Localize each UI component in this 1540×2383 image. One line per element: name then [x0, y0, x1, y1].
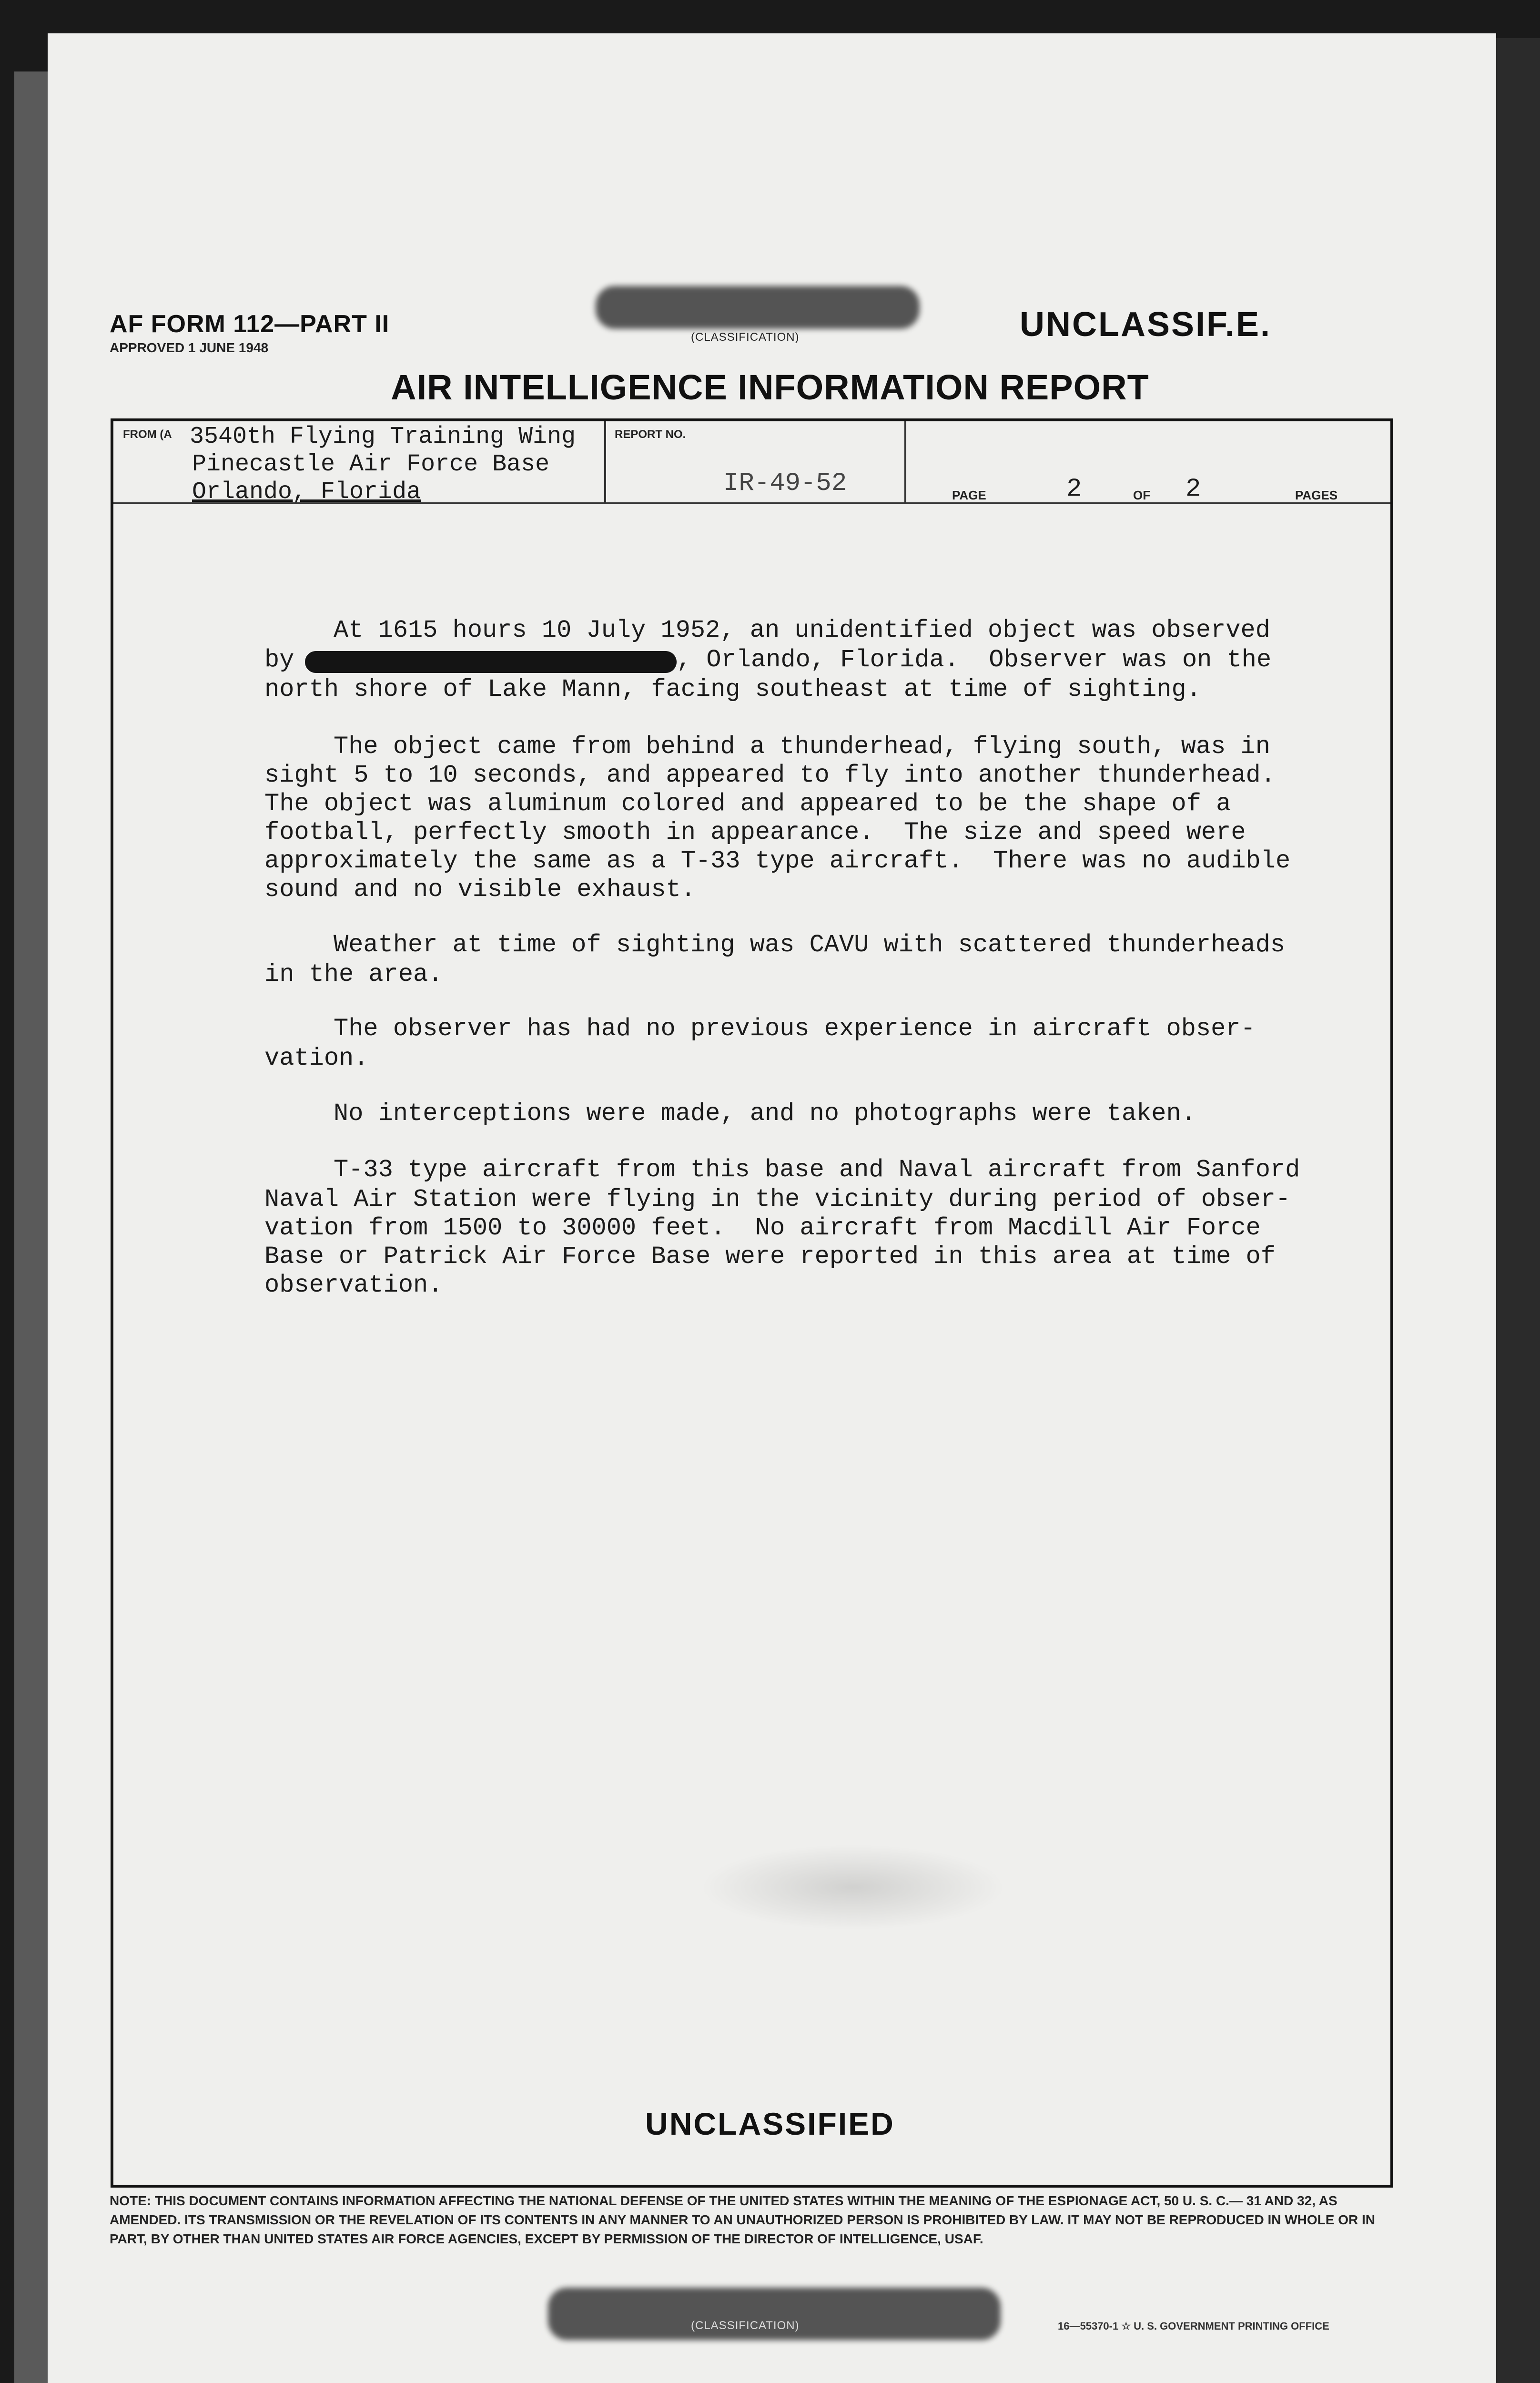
- paragraph-1-line-1: At 1615 hours 10 July 1952, an unidentified object was observed: [334, 616, 1270, 644]
- faded-stamp-mark: [700, 1844, 1005, 1930]
- report-number: IR-49-52: [723, 469, 847, 498]
- paragraph-6-line-4: Base or Patrick Air Force Base were reported in this area at time of: [264, 1242, 1276, 1271]
- paragraph-5-line-1: No interceptions were made, and no photographs were taken.: [334, 1100, 1196, 1128]
- scan-left-edge: [14, 71, 48, 2383]
- paragraph-4-line-2: vation.: [264, 1044, 369, 1072]
- paragraph-6-line-3: vation from 1500 to 30000 feet. No aircraft from Macdill Air Force: [264, 1214, 1261, 1242]
- page-number: 2: [1066, 475, 1082, 504]
- classification-smudge-top: [596, 286, 920, 329]
- paragraph-1-line-3: north shore of Lake Mann, facing southeast at time of sighting.: [264, 675, 1201, 703]
- paragraph-2-line-2: sight 5 to 10 seconds, and appeared to fly into another thunderhead.: [264, 761, 1276, 789]
- espionage-act-note: NOTE: THIS DOCUMENT CONTAINS INFORMATION AFFECTING THE NATIONAL DEFENSE OF THE UNITED STATES WITHIN THE MEANING OF THE ESPIONAGE ACT, 50 U. S. C.— 31 AND 32, AS AMENDED. ITS TRANSMISSION OR THE REVELATION OF ITS CONTENTS IN ANY MANNER TO AN UNAUTHORIZED PERSON IS PROHIBITED BY LAW. IT MAY NOT BE REPRODUCED IN WHOLE OR IN PART, BY OTHER THAN UNITED STATES AIR FORCE AGENCIES, EXCEPT BY PERMISSION OF THE DIRECTOR OF INTELLIGENCE, USAF.: [110, 2193, 1376, 2246]
- report-header: [113, 421, 1390, 504]
- report-no-label: REPORT NO.: [615, 428, 686, 441]
- printing-office-code: 16—55370-1 ☆ U. S. GOVERNMENT PRINTING OFFICE: [1058, 2320, 1329, 2332]
- form-id: AF FORM 112—PART II: [110, 310, 390, 338]
- paragraph-3-line-1: Weather at time of sighting was CAVU with scattered thunderheads: [334, 931, 1286, 959]
- report-title: AIR INTELLIGENCE INFORMATION REPORT: [391, 367, 1149, 407]
- approval-date: APPROVED 1 JUNE 1948: [110, 340, 269, 355]
- paragraph-6-line-1: T-33 type aircraft from this base and Naval aircraft from Sanford: [334, 1156, 1300, 1184]
- paragraph-2-line-3: The object was aluminum colored and appeared to be the shape of a: [264, 790, 1231, 818]
- page-label: PAGE: [952, 488, 986, 502]
- page-total: 2: [1185, 475, 1201, 504]
- paragraph-1-by: by: [264, 646, 294, 674]
- classification-label-bottom: (CLASSIFICATION): [691, 2319, 800, 2332]
- paragraph-6-line-2: Naval Air Station were flying in the vicinity during period of obser-: [264, 1185, 1291, 1213]
- paragraph-1-line-2: , Orlando, Florida. Observer was on the: [677, 646, 1272, 674]
- header-divider-2: [904, 421, 906, 502]
- paragraph-2-line-5: approximately the same as a T-33 type aircraft. There was no audible: [264, 847, 1291, 875]
- header-divider-1: [604, 421, 606, 502]
- pages-label: PAGES: [1295, 488, 1338, 502]
- classification-label-top: (CLASSIFICATION): [691, 331, 800, 344]
- paragraph-2-line-4: football, perfectly smooth in appearance. The size and speed were: [264, 818, 1246, 846]
- paragraph-4-line-1: The observer has had no previous experience in aircraft obser-: [334, 1015, 1256, 1043]
- from-line-2: Pinecastle Air Force Base: [192, 451, 550, 478]
- of-label: OF: [1133, 488, 1151, 502]
- classification-stamp-top: UNCLASSIF.E.: [1020, 306, 1272, 344]
- redacted-observer-name: [305, 651, 677, 673]
- from-line-3: Orlando, Florida: [192, 479, 421, 506]
- from-line-1: 3540th Flying Training Wing: [190, 423, 576, 450]
- paragraph-6-line-5: observation.: [264, 1271, 443, 1299]
- paragraph-2-line-1: The object came from behind a thunderhead, flying south, was in: [334, 733, 1270, 761]
- paragraph-3-line-2: in the area.: [264, 960, 443, 988]
- classification-stamp-bottom: UNCLASSIFIED: [645, 2106, 895, 2141]
- paragraph-2-line-6: sound and no visible exhaust.: [264, 876, 696, 904]
- from-label: FROM (A: [123, 428, 172, 441]
